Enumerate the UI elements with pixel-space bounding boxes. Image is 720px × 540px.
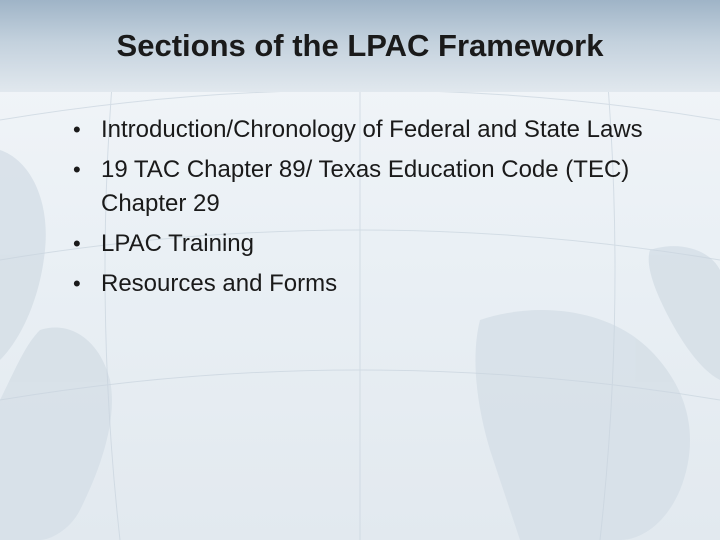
list-item xyxy=(73,227,673,261)
bullet-dot-icon: • xyxy=(73,117,81,142)
list-item xyxy=(73,267,673,301)
slide-title: Sections of the LPAC Framework xyxy=(116,28,604,63)
bullet-text: 19 TAC Chapter 89/ Texas Education Code (TEC) Chapter 29 xyxy=(101,156,630,217)
bullet-dot-icon: • xyxy=(73,271,81,296)
bullet-text: Resources and Forms xyxy=(101,270,338,297)
list-item xyxy=(73,113,673,147)
bullet-dot-icon: • xyxy=(73,231,81,256)
bullet-dot-icon: • xyxy=(73,157,81,182)
bullet-text: Introduction/Chronology of Federal and State Laws xyxy=(101,116,643,143)
bullet-list xyxy=(73,113,673,307)
list-item xyxy=(73,153,673,221)
bullet-text: LPAC Training xyxy=(101,230,254,257)
